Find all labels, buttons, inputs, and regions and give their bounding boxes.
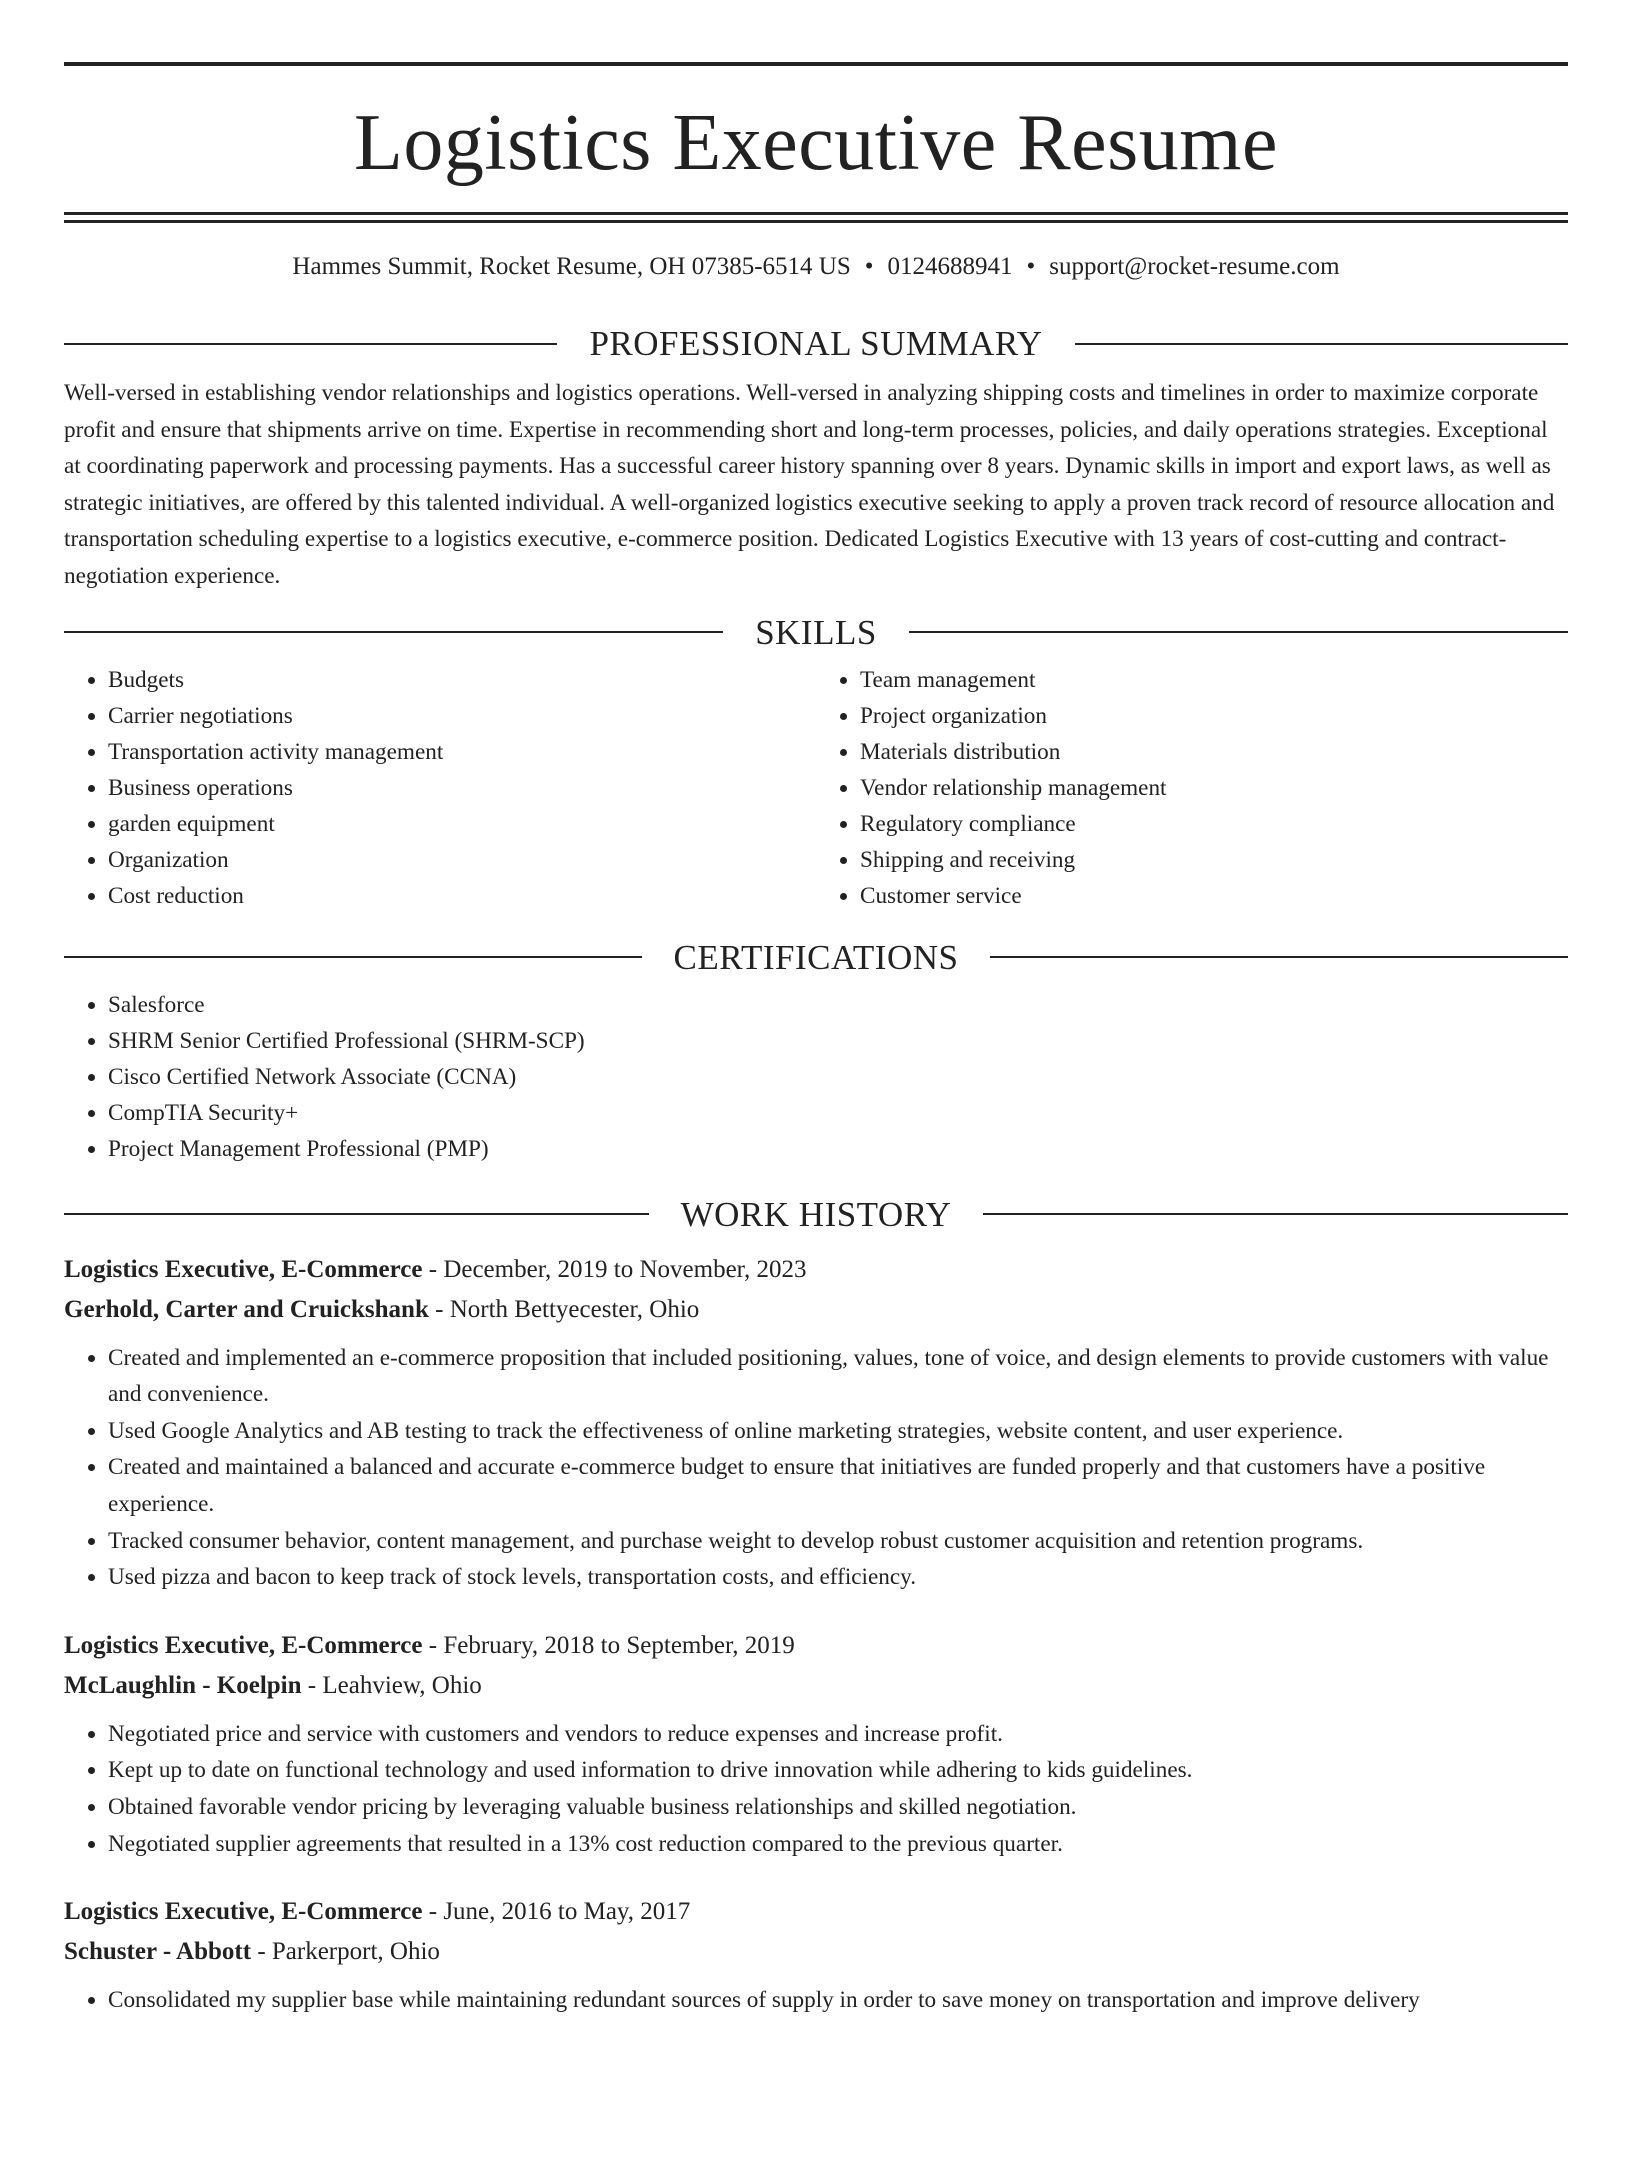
work-history-heading-label: WORK HISTORY	[680, 1194, 952, 1234]
certifications-heading-label: CERTIFICATIONS	[673, 937, 959, 977]
skill-item: • Project organization	[860, 698, 1568, 734]
skill-item: • Team management	[860, 662, 1568, 698]
job-bullet: • Tracked consumer behavior, content management, and purchase weight to develop robust customer acquisition and retention programs.	[108, 1523, 1568, 1560]
contact-phone: 0124688941	[887, 253, 1013, 280]
skill-item: • Budgets	[108, 662, 816, 698]
contact-email: support@rocket-resume.com	[1049, 253, 1340, 280]
certification-item: • Project Management Professional (PMP)	[108, 1131, 1568, 1167]
heading-rule	[983, 1213, 1568, 1215]
skills-heading-label: SKILLS	[755, 612, 877, 652]
summary-text: Well-versed in establishing vendor relationships and logistics operations. Well-versed in analyzing shipping costs and timelines in order to maximize corporate profit and ensure that shipments arrive on time. Expertise in recommending short and long-term processes, policies, and daily operations strategies. Exceptional at coordinating paperwork and processing payments. Has a successful career history spanning over 8 years. Dynamic skills in import and export laws, as well as strategic initiatives, are offered by this talented individual. A well-organized logistics executive seeking to apply a proven track record of resource allocation and transportation scheduling expertise to a logistics executive, e-commerce position. Dedicated Logistics Executive with 13 years of cost-cutting and contract-negotiation experience.	[64, 380, 1555, 589]
job-dash: -	[422, 1255, 444, 1283]
heading-rule	[64, 956, 642, 958]
skills-list-left	[64, 662, 816, 914]
skills-list-right	[816, 662, 1568, 914]
job-bullets	[64, 1982, 1568, 2019]
title-double-rule	[64, 212, 1568, 223]
skill-item: • Materials distribution	[860, 734, 1568, 770]
skill-item: • Transportation activity management	[108, 734, 816, 770]
summary-heading	[64, 326, 1568, 361]
job-dash: -	[301, 1671, 323, 1699]
skill-item: • Carrier negotiations	[108, 698, 816, 734]
job-entry	[64, 1626, 1568, 1862]
skill-item: • Organization	[108, 842, 816, 878]
job-bullets	[64, 1716, 1568, 1862]
work-history-heading	[64, 1194, 1568, 1234]
certification-item: • SHRM Senior Certified Professional (SHRM-SCP)	[108, 1023, 1568, 1059]
contact-separator: •	[864, 253, 874, 280]
skill-item: • Cost reduction	[108, 878, 816, 914]
summary-heading-label: PROFESSIONAL SUMMARY	[589, 324, 1043, 363]
job-bullet: • Created and implemented an e-commerce proposition that included positioning, values, tone of voice, and design elements to provide customers with value and convenience.	[108, 1340, 1568, 1413]
page-title: Logistics Executive Resume	[354, 99, 1278, 187]
certification-item: • CompTIA Security+	[108, 1095, 1568, 1131]
job-bullet: • Kept up to date on functional technology and used information to drive innovation while adhering to kids guidelines.	[108, 1752, 1568, 1789]
job-company-line	[64, 1290, 1568, 1330]
job-entry	[64, 1250, 1568, 1596]
certifications-heading	[64, 937, 1568, 977]
job-title: Logistics Executive, E-Commerce	[64, 1898, 423, 1926]
job-dash: -	[422, 1898, 444, 1926]
contact-address: Hammes Summit, Rocket Resume, OH 07385-6514 US	[292, 253, 851, 280]
top-rule	[64, 62, 1568, 66]
job-bullet: • Negotiated price and service with customers and vendors to reduce expenses and increase profit.	[108, 1716, 1568, 1753]
job-title-line	[64, 1250, 1568, 1290]
certification-item: • Salesforce	[108, 987, 1568, 1023]
job-dates: February, 2018 to September, 2019	[443, 1631, 795, 1659]
job-title: Logistics Executive, E-Commerce	[64, 1631, 423, 1659]
contact-separator: •	[1026, 253, 1036, 280]
job-company: Gerhold, Carter and Cruickshank	[64, 1295, 429, 1323]
job-location: North Bettyecester, Ohio	[449, 1295, 700, 1323]
job-company: McLaughlin - Koelpin	[64, 1671, 302, 1699]
contact-line	[64, 252, 1568, 282]
job-bullet: • Consolidated my supplier base while maintaining redundant sources of supply in order to save money on transportation and improve delivery	[108, 1982, 1568, 2019]
job-bullets	[64, 1340, 1568, 1596]
job-bullet: • Created and maintained a balanced and accurate e-commerce budget to ensure that initiatives are funded properly and that customers have a positive experience.	[108, 1449, 1568, 1522]
job-dash: -	[428, 1295, 450, 1323]
resume-page	[0, 62, 1632, 2174]
job-dash: -	[422, 1631, 444, 1659]
heading-rule	[990, 956, 1568, 958]
job-dash: -	[251, 1938, 272, 1966]
skill-item: • garden equipment	[108, 806, 816, 842]
job-title-line	[64, 1892, 1568, 1932]
job-dates: December, 2019 to November, 2023	[443, 1255, 807, 1283]
job-entry	[64, 1892, 1568, 2019]
heading-rule	[64, 1213, 649, 1215]
job-company-line	[64, 1666, 1568, 1706]
job-title: Logistics Executive, E-Commerce	[64, 1255, 423, 1283]
skill-item: • Customer service	[860, 878, 1568, 914]
job-company: Schuster - Abbott	[64, 1938, 252, 1966]
job-company-line	[64, 1932, 1568, 1972]
job-dates: June, 2016 to May, 2017	[443, 1898, 691, 1926]
job-bullet: • Used pizza and bacon to keep track of stock levels, transportation costs, and efficiency.	[108, 1559, 1568, 1596]
job-bullet: • Negotiated supplier agreements that resulted in a 13% cost reduction compared to the previous quarter.	[108, 1826, 1568, 1863]
skill-item: • Vendor relationship management	[860, 770, 1568, 806]
skill-item: • Business operations	[108, 770, 816, 806]
heading-rule	[1075, 343, 1568, 345]
job-bullet: • Used Google Analytics and AB testing to track the effectiveness of online marketing strategies, website content, and user experience.	[108, 1413, 1568, 1450]
skill-item: • Regulatory compliance	[860, 806, 1568, 842]
certifications-list	[64, 987, 1568, 1167]
skills-heading	[64, 612, 1568, 652]
certification-item: • Cisco Certified Network Associate (CCNA)	[108, 1059, 1568, 1095]
skills-grid	[64, 662, 1568, 914]
heading-rule	[909, 631, 1568, 633]
heading-rule	[64, 631, 723, 633]
heading-rule	[64, 343, 557, 345]
job-bullet: • Obtained favorable vendor pricing by leveraging valuable business relationships and skilled negotiation.	[108, 1789, 1568, 1826]
skill-item: • Shipping and receiving	[860, 842, 1568, 878]
job-location: Parkerport, Ohio	[271, 1938, 440, 1966]
job-title-line	[64, 1626, 1568, 1666]
job-location: Leahview, Ohio	[322, 1671, 482, 1699]
